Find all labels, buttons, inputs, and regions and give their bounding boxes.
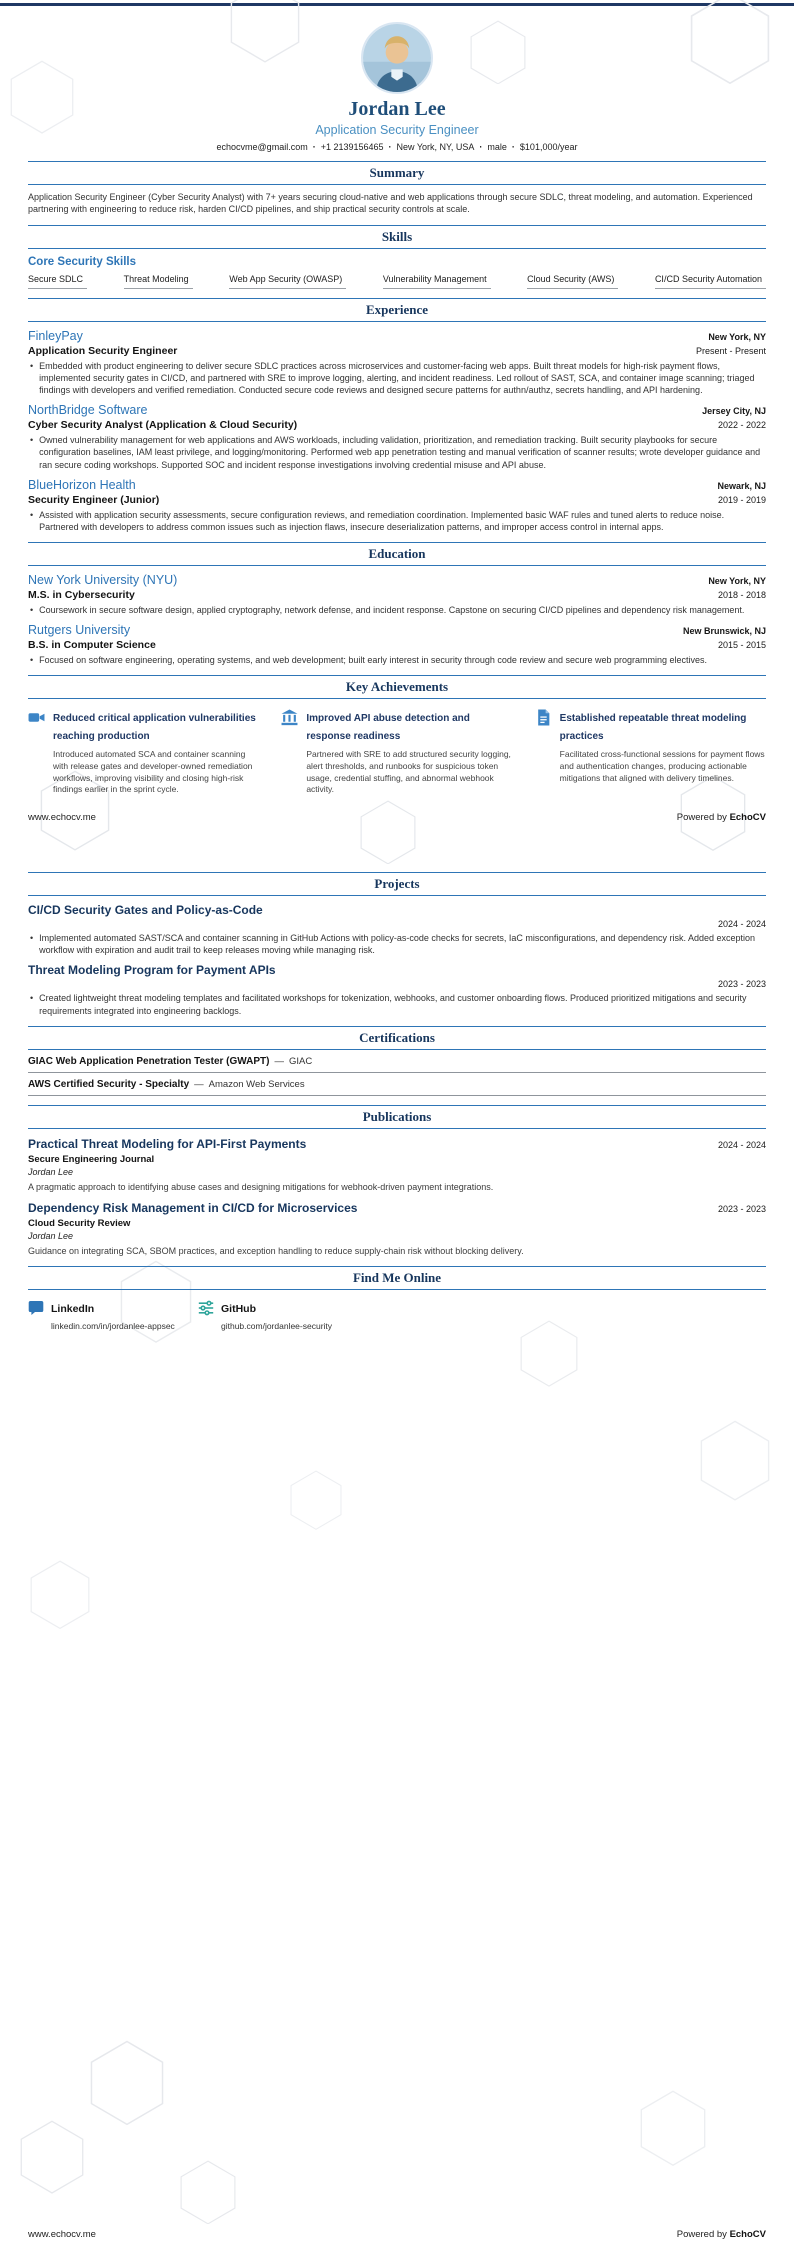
experience-entry — [28, 329, 766, 396]
section-find-me-online — [28, 1266, 766, 1331]
bullet-item — [28, 509, 766, 533]
powered-prefix: Powered by — [676, 2229, 730, 2240]
dot-separator: · — [312, 142, 316, 152]
email-text[interactable]: echocvme@gmail.com — [216, 142, 308, 152]
school-name: New York University (NYU) — [28, 572, 178, 587]
hexagon-decoration — [700, 1420, 770, 1501]
findme-grid — [28, 1299, 766, 1331]
publication-entry — [28, 1137, 766, 1193]
section-title: Summary — [369, 165, 425, 180]
bullet-item — [28, 360, 766, 396]
education-entry — [28, 573, 766, 616]
section-rule — [28, 321, 766, 322]
skill-tag: Web App Security (OWASP) — [229, 274, 346, 289]
hexagon-decoration — [90, 2040, 164, 2125]
bank-icon — [281, 709, 299, 731]
publication-author: Jordan Lee — [28, 1230, 74, 1241]
degree-title: M.S. in Cybersecurity — [28, 588, 135, 601]
camera-icon — [28, 709, 46, 731]
achievement-text: Introduced automated SCA and container scanning with release gates and developer-owned remediation workflows, improving visibility and closing high-risk findings earlier in the sprint cycle. — [53, 749, 253, 795]
section-skills — [28, 225, 766, 289]
publication-journal: Cloud Security Review — [28, 1217, 131, 1229]
education-entry — [28, 623, 766, 666]
bullet-icon: • — [30, 993, 34, 1004]
publication-entry — [28, 1201, 766, 1257]
hexagon-decoration — [30, 1560, 90, 1629]
bullet-text: Embedded with product engineering to deliver secure SDLC practices across microservices and customer-facing web apps. Built threat models for high-risk payment flows, implemented security gates in CI/CD, and partnered with SRE to improve logging, alerting, and incident readiness. Led rollout of SAST, SCA, and container image scanning; triaged findings with developers and verified remediation. Conducted secure code reviews and designed secure patterns for authn/authz, secrets handling, and API hardening. — [39, 360, 755, 396]
powered-by — [677, 2229, 766, 2240]
project-name: Threat Modeling Program for Payment APIs — [28, 963, 276, 978]
section-rule — [28, 565, 766, 566]
section-education — [28, 542, 766, 666]
platform-name[interactable]: LinkedIn — [51, 1302, 95, 1315]
role-title: Security Engineer (Junior) — [28, 493, 160, 506]
skill-tag: Threat Modeling — [124, 274, 193, 289]
section-publications — [28, 1105, 766, 1257]
contact-line — [28, 142, 766, 152]
footer-site-link[interactable]: www.echocv.me — [28, 2229, 96, 2240]
project-entry — [28, 903, 766, 956]
section-rule — [28, 248, 766, 249]
skill-tags — [28, 274, 766, 289]
role-title: Application Security Engineer — [28, 344, 178, 357]
bullet-text: Created lightweight threat modeling templates and facilitated workshops for tokenization, webhooks, and customer onboarding flows. Produced prioritized mitigations and security requirements integrated into engineering backlogs. — [39, 993, 747, 1016]
company-location: Newark, NJ — [717, 480, 766, 491]
section-rule — [28, 184, 766, 185]
findme-item-github[interactable] — [198, 1299, 766, 1331]
location-text: New York, NY, USA — [396, 142, 475, 152]
section-key-achievements — [28, 675, 766, 796]
skill-tag: Cloud Security (AWS) — [527, 274, 618, 289]
page-footer — [28, 812, 766, 823]
date-range: 2024 - 2024 — [717, 919, 766, 930]
bullet-icon: • — [30, 655, 34, 666]
experience-entry — [28, 403, 766, 470]
bullet-item — [28, 992, 766, 1016]
company-name: NorthBridge Software — [28, 403, 148, 418]
publication-author: Jordan Lee — [28, 1166, 74, 1177]
achievement-text: Facilitated cross-functional sessions for payment flows and authentication changes, producing actionable mitigations that aligned with delivery timelines. — [559, 749, 765, 783]
dot-separator: · — [511, 142, 515, 152]
achievement-item — [28, 708, 259, 796]
publication-name: Practical Threat Modeling for API-First Payments — [28, 1136, 307, 1151]
section-rule — [28, 1128, 766, 1129]
profile-url[interactable]: github.com/jordanlee-security — [221, 1320, 333, 1331]
section-rule — [28, 895, 766, 896]
salary-text: $101,000/year — [519, 142, 578, 152]
publication-description: Guidance on integrating SCA, SBOM practices, and exception handling to reduce supply-chain risk without blocking delivery. — [28, 1245, 524, 1256]
school-location: New York, NY — [708, 575, 766, 586]
experience-entry — [28, 478, 766, 533]
bullet-icon: • — [30, 509, 34, 520]
bullet-text: Assisted with application security assessments, secure configuration reviews, and remediation coordination. Implemented basic WAF rules and tuned alerts to reduce noise. Partnered with developers to address common issues such as injection flaws, insecure deserialization patterns, and improper access control in internal apps. — [39, 509, 725, 532]
company-name: BlueHorizon Health — [28, 477, 136, 492]
powered-prefix: Powered by — [676, 812, 730, 824]
chat-bubble-icon — [28, 1300, 45, 1321]
dash-separator: — — [274, 1055, 284, 1067]
bullet-text: Coursework in secure software design, applied cryptography, network defense, and incident response. Capstone on securing CI/CD pipelines and dependency risk management. — [39, 604, 745, 615]
company-name: FinleyPay — [28, 328, 83, 343]
achievement-title: Established repeatable threat modeling practices — [559, 713, 747, 743]
hexagon-decoration — [290, 1470, 342, 1530]
achievement-title: Reduced critical application vulnerabilities reaching production — [53, 713, 256, 743]
school-location: New Brunswick, NJ — [682, 626, 766, 637]
section-projects — [28, 872, 766, 1017]
certification-row — [28, 1073, 766, 1096]
date-range: Present - Present — [695, 345, 766, 356]
platform-name[interactable]: GitHub — [221, 1302, 256, 1315]
certification-issuer: Amazon Web Services — [208, 1078, 305, 1090]
footer-site-link[interactable]: www.echocv.me — [28, 812, 96, 824]
publication-name: Dependency Risk Management in CI/CD for Microservices — [28, 1200, 358, 1215]
powered-by — [677, 812, 766, 823]
certification-name: AWS Certified Security - Specialty — [28, 1078, 190, 1090]
bullet-icon: • — [30, 360, 34, 371]
school-name: Rutgers University — [28, 623, 131, 638]
date-range: 2022 - 2022 — [717, 420, 766, 431]
company-location: New York, NY — [708, 331, 766, 342]
date-range: 2019 - 2019 — [717, 494, 766, 505]
skill-tag: Vulnerability Management — [383, 274, 491, 289]
certification-issuer: GIAC — [289, 1055, 313, 1067]
skill-group-title: Core Security Skills — [28, 255, 137, 268]
achievement-item — [281, 708, 512, 796]
certification-name: GIAC Web Application Penetration Tester (GWAPT) — [28, 1055, 270, 1067]
date-range: 2023 - 2023 — [717, 979, 766, 990]
bullet-icon: • — [30, 435, 34, 446]
bullet-item — [28, 654, 766, 666]
bullet-icon: • — [30, 604, 34, 615]
dot-separator: · — [388, 142, 392, 152]
section-rule — [28, 1289, 766, 1290]
section-title: Certifications — [359, 1029, 435, 1045]
powered-brand: EchoCV — [729, 812, 766, 824]
date-range: 2023 - 2023 — [717, 1203, 766, 1214]
achievement-item — [535, 708, 766, 796]
bullet-text: Implemented automated SAST/SCA and container scanning in GitHub Actions with policy-as-code checks for secrets, IaC misconfigurations, and dependency risk. Added exception workflow with expiration and audit trail to keep releases moving while managing risk. — [39, 933, 756, 956]
dash-separator: — — [194, 1078, 204, 1090]
achievement-title: Improved API abuse detection and response readiness — [306, 713, 470, 743]
publication-description: A pragmatic approach to identifying abuse cases and designing mitigations for webhook-driven payment integrations. — [28, 1181, 494, 1192]
skill-tag: Secure SDLC — [28, 274, 87, 289]
degree-title: B.S. in Computer Science — [28, 639, 156, 652]
section-certifications — [28, 1026, 766, 1096]
hexagon-decoration — [20, 2120, 84, 2194]
section-title: Education — [368, 545, 426, 561]
bullet-text: Owned vulnerability management for web applications and AWS workloads, including validation, prioritization, and remediation tracking. Built security playbooks for secure configuration baselines, IAM least privilege, and logging/monitoring. Performed web app penetration testing and manual verification of scanner results; wrote developer guidance and ran secure coding workshops. Supported SOC and incident response investigations involving credential misuse and API abuse. — [39, 435, 761, 470]
bullet-item — [28, 604, 766, 616]
document-icon — [535, 709, 553, 731]
page-footer — [28, 2229, 766, 2240]
section-title: Key Achievements — [345, 679, 449, 695]
certification-row — [28, 1050, 766, 1073]
section-title: Skills — [381, 228, 413, 244]
sliders-icon — [198, 1300, 215, 1321]
section-title: Projects — [374, 876, 420, 892]
bullet-text: Focused on software engineering, operating systems, and web development; built early interest in security through code review and secure web programming electives. — [39, 655, 708, 666]
summary-text: Application Security Engineer (Cyber Security Analyst) with 7+ years securing cloud-native and web applications through secure SDLC, threat modeling, and automation. Experienced partnering with engineering to reduce risk, harden CI/CD pipelines, and ship practical security controls at scale. — [28, 192, 753, 215]
phone-text: +1 2139156465 — [320, 142, 384, 152]
achievements-grid — [28, 708, 766, 796]
achievement-text: Partnered with SRE to add structured security logging, alert thresholds, and runbooks for suspicious token usage, credential stuffing, and abnormal webhook activity. — [306, 749, 511, 795]
bullet-item — [28, 932, 766, 956]
project-name: CI/CD Security Gates and Policy-as-Code — [28, 903, 263, 918]
bullet-item — [28, 434, 766, 470]
skill-tag: CI/CD Security Automation — [655, 274, 766, 289]
section-title: Find Me Online — [352, 1269, 442, 1285]
section-title: Experience — [365, 301, 429, 317]
profile-photo — [361, 22, 433, 94]
bullet-icon: • — [30, 933, 34, 944]
powered-brand: EchoCV — [729, 2229, 766, 2240]
date-range: 2024 - 2024 — [717, 1139, 766, 1150]
publication-journal: Secure Engineering Journal — [28, 1153, 155, 1165]
hexagon-decoration — [640, 2090, 706, 2166]
page-gap — [28, 823, 766, 863]
date-range: 2018 - 2018 — [717, 589, 766, 600]
role-title: Cyber Security Analyst (Application & Cloud Security) — [28, 419, 298, 432]
section-rule — [28, 698, 766, 699]
section-experience — [28, 298, 766, 533]
person-title: Application Security Engineer — [315, 123, 479, 137]
profile-url[interactable]: linkedin.com/in/jordanlee-appsec — [51, 1320, 175, 1331]
project-entry — [28, 963, 766, 1016]
top-accent-bar — [0, 3, 794, 6]
gender-text: male — [487, 142, 507, 152]
person-name: Jordan Lee — [348, 98, 446, 120]
findme-item-linkedin[interactable] — [28, 1299, 198, 1331]
section-summary — [28, 161, 766, 216]
dot-separator: · — [479, 142, 483, 152]
company-location: Jersey City, NJ — [702, 406, 766, 417]
hexagon-decoration — [180, 2160, 236, 2224]
date-range: 2015 - 2015 — [717, 640, 766, 651]
section-title: Publications — [362, 1108, 432, 1124]
